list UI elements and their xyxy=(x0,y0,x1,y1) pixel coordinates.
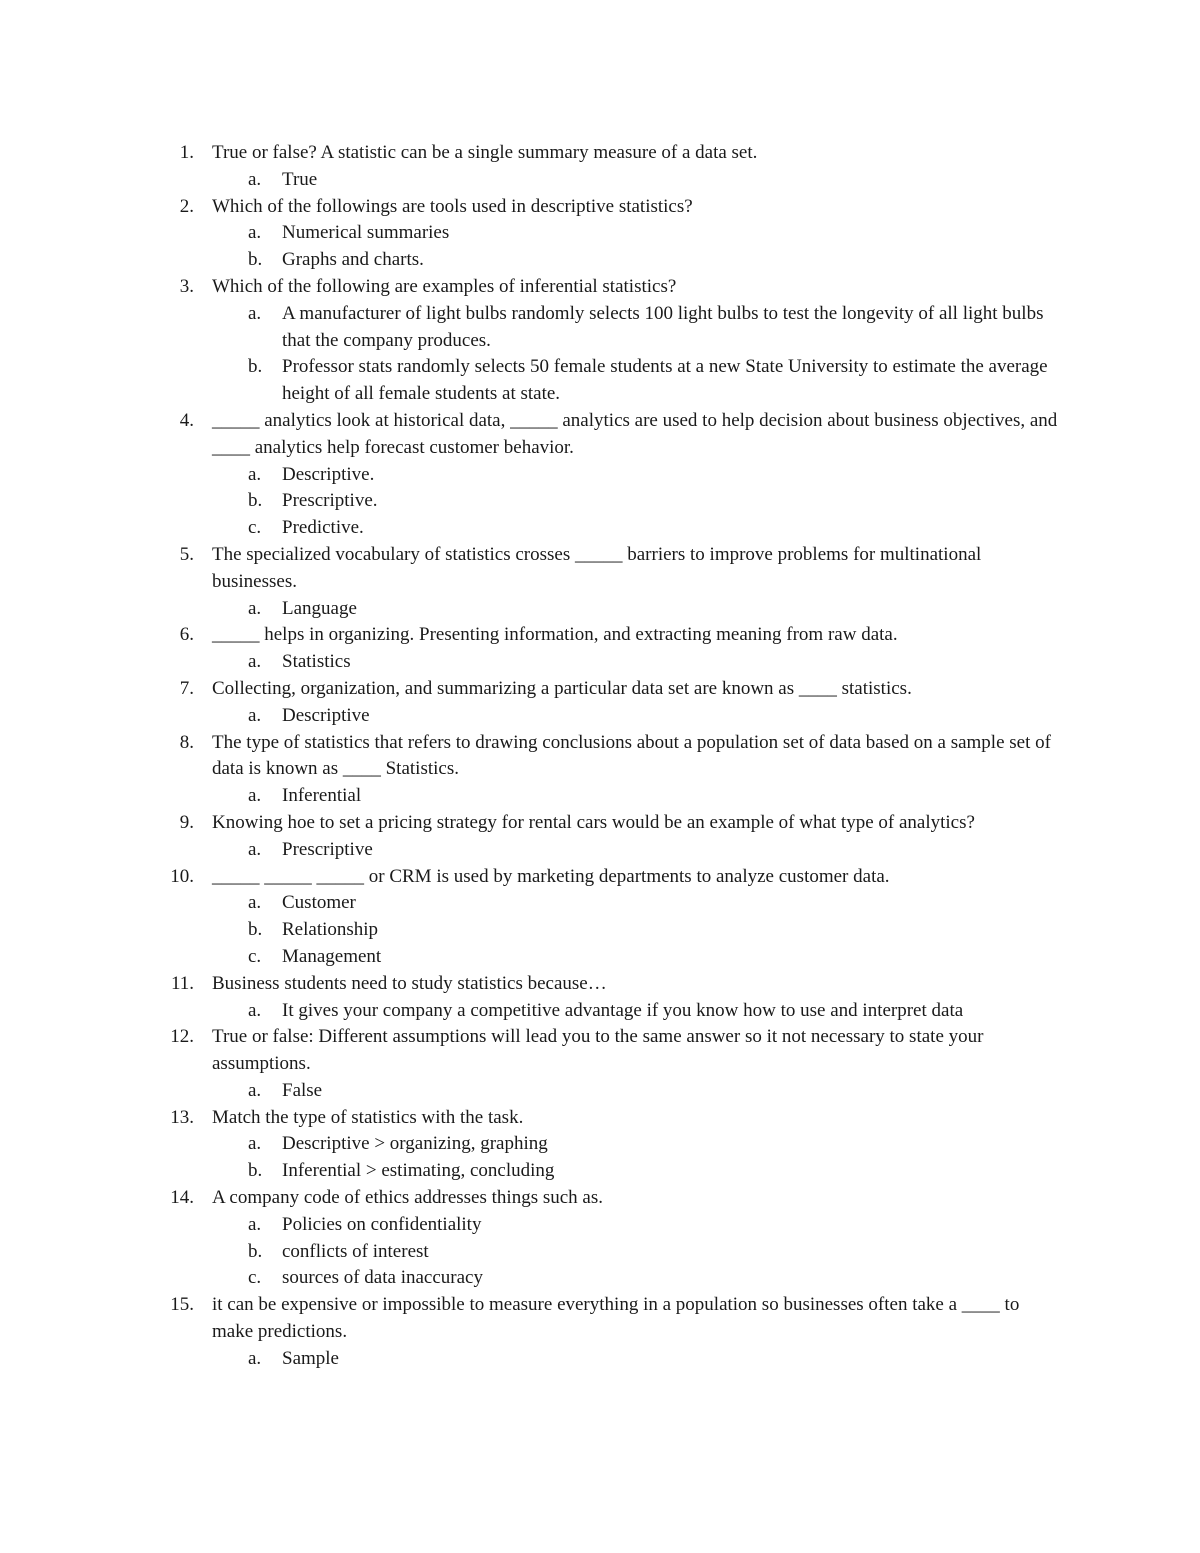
answer-text: Sample xyxy=(282,1347,339,1369)
question-item xyxy=(0,730,1200,784)
answer-letter: b. xyxy=(248,919,263,941)
question-item xyxy=(0,140,1200,167)
question-item xyxy=(0,810,1200,837)
answer-text: Inferential > estimating, concluding xyxy=(282,1160,555,1182)
answer-text: Management xyxy=(282,945,382,967)
question-item xyxy=(0,274,1200,301)
question-number: 14. xyxy=(170,1187,194,1209)
answer-item xyxy=(0,596,1200,623)
question-text: Knowing hoe to set a pricing strategy for rental cars would be an example of what type of analytics? xyxy=(212,811,975,833)
question-item xyxy=(0,1292,1200,1346)
answer-text: Professor stats randomly selects 50 female students at a new State University to estimate the average height of all female students at state. xyxy=(282,356,1048,405)
question-number: 11. xyxy=(170,972,194,994)
answer-text: False xyxy=(282,1079,323,1101)
answer-letter: a. xyxy=(248,168,262,190)
question-number: 8. xyxy=(179,731,194,753)
answer-text: Language xyxy=(282,597,357,619)
answer-text: Statistics xyxy=(282,651,351,673)
answer-letter: b. xyxy=(248,1240,263,1262)
answer-text: Prescriptive xyxy=(282,838,373,860)
answer-letter: a. xyxy=(248,302,262,324)
answer-letter: a. xyxy=(248,651,262,673)
question-text: The type of statistics that refers to drawing conclusions about a population set of data based on a sample set of data is known as ____ Statistics. xyxy=(212,731,1051,780)
answer-text: Numerical summaries xyxy=(282,222,450,244)
answer-text: It gives your company a competitive advantage if you know how to use and interpret data xyxy=(282,999,964,1021)
document-page xyxy=(0,140,1200,1373)
answer-letter: a. xyxy=(248,999,262,1021)
answer-item xyxy=(0,462,1200,489)
question-text: Which of the following are examples of inferential statistics? xyxy=(212,275,677,297)
answer-text: Predictive. xyxy=(282,517,364,539)
answer-letter: b. xyxy=(248,490,263,512)
answer-text: Graphs and charts. xyxy=(282,249,424,271)
answer-item xyxy=(0,247,1200,274)
answer-text: Descriptive > organizing, graphing xyxy=(282,1133,548,1155)
answer-letter: a. xyxy=(248,704,262,726)
question-number: 4. xyxy=(179,409,194,431)
question-item xyxy=(0,194,1200,221)
question-item xyxy=(0,1185,1200,1212)
question-item xyxy=(0,971,1200,998)
question-text: Collecting, organization, and summarizing a particular data set are known as ____ statistics. xyxy=(212,677,912,699)
answer-item xyxy=(0,1158,1200,1185)
answer-letter: a. xyxy=(248,222,262,244)
answer-item xyxy=(0,354,1200,408)
answer-text: Descriptive. xyxy=(282,463,375,485)
answer-letter: c. xyxy=(248,1267,262,1289)
question-number: 2. xyxy=(179,195,194,217)
answer-item xyxy=(0,917,1200,944)
question-item xyxy=(0,622,1200,649)
question-text: _____ _____ _____ or CRM is used by marketing departments to analyze customer data. xyxy=(212,865,890,887)
answer-letter: a. xyxy=(248,1079,262,1101)
question-text: it can be expensive or impossible to measure everything in a population so businesses often take a ____ to make predictions. xyxy=(212,1294,1020,1343)
answer-item xyxy=(0,890,1200,917)
answer-item xyxy=(0,1078,1200,1105)
question-number: 1. xyxy=(179,142,194,163)
answer-item xyxy=(0,783,1200,810)
question-number: 7. xyxy=(179,677,194,699)
answer-item xyxy=(0,1265,1200,1292)
answer-letter: c. xyxy=(248,517,262,539)
answer-letter: a. xyxy=(248,1133,262,1155)
question-text: Match the type of statistics with the task. xyxy=(212,1106,524,1128)
question-number: 10. xyxy=(170,865,194,887)
answer-text: Prescriptive. xyxy=(282,490,378,512)
question-text: The specialized vocabulary of statistics crosses _____ barriers to improve problems for multinational businesses. xyxy=(212,543,982,592)
question-number: 15. xyxy=(170,1294,194,1316)
answer-letter: a. xyxy=(248,1213,262,1235)
answer-letter: a. xyxy=(248,838,262,860)
answer-text: Relationship xyxy=(282,919,379,941)
question-number: 5. xyxy=(179,543,194,565)
answer-item xyxy=(0,301,1200,355)
answer-text: conflicts of interest xyxy=(282,1240,429,1262)
question-number: 6. xyxy=(179,624,194,646)
answer-text: A manufacturer of light bulbs randomly selects 100 light bulbs to test the longevity of all light bulbs that the company produces. xyxy=(282,302,1044,351)
answer-text: Policies on confidentiality xyxy=(282,1213,482,1235)
answer-text: True xyxy=(282,168,318,190)
question-number: 9. xyxy=(179,811,194,833)
question-text: _____ analytics look at historical data, _____ analytics are used to help decision about business objectives, and ____ analytics help forecast customer behavior. xyxy=(212,409,1058,458)
answer-item xyxy=(0,998,1200,1025)
question-text: A company code of ethics addresses things such as. xyxy=(212,1187,603,1209)
question-text: True or false? A statistic can be a single summary measure of a data set. xyxy=(212,142,758,163)
question-item xyxy=(0,676,1200,703)
answer-letter: a. xyxy=(248,463,262,485)
answer-item xyxy=(0,837,1200,864)
answer-letter: c. xyxy=(248,945,262,967)
answer-item xyxy=(0,1212,1200,1239)
answer-item xyxy=(0,167,1200,194)
answer-item xyxy=(0,488,1200,515)
answer-text: Descriptive xyxy=(282,704,370,726)
answer-letter: a. xyxy=(248,597,262,619)
answer-letter: b. xyxy=(248,1160,263,1182)
answer-text: sources of data inaccuracy xyxy=(282,1267,483,1289)
answer-letter: b. xyxy=(248,356,263,378)
question-text: True or false: Different assumptions will lead you to the same answer so it not necessary to state your assumptions. xyxy=(212,1026,984,1075)
question-text: Which of the followings are tools used in descriptive statistics? xyxy=(212,195,693,217)
question-item xyxy=(0,408,1200,462)
answer-item xyxy=(0,1239,1200,1266)
answer-item xyxy=(0,220,1200,247)
answer-item xyxy=(0,515,1200,542)
question-text: _____ helps in organizing. Presenting information, and extracting meaning from raw data. xyxy=(212,624,898,646)
question-item xyxy=(0,1024,1200,1078)
answer-text: Inferential xyxy=(282,785,362,807)
question-item xyxy=(0,864,1200,891)
answer-item xyxy=(0,1346,1200,1373)
answer-item xyxy=(0,649,1200,676)
answer-item xyxy=(0,703,1200,730)
answer-letter: a. xyxy=(248,892,262,914)
question-list xyxy=(0,140,1200,1373)
question-number: 12. xyxy=(170,1026,194,1048)
question-number: 3. xyxy=(179,275,194,297)
answer-text: Customer xyxy=(282,892,356,914)
answer-letter: b. xyxy=(248,249,263,271)
answer-letter: a. xyxy=(248,785,262,807)
question-item xyxy=(0,1105,1200,1132)
question-text: Business students need to study statistics because… xyxy=(212,972,607,994)
question-item xyxy=(0,542,1200,596)
answer-item xyxy=(0,944,1200,971)
question-number: 13. xyxy=(170,1106,194,1128)
answer-letter: a. xyxy=(248,1347,262,1369)
answer-item xyxy=(0,1131,1200,1158)
